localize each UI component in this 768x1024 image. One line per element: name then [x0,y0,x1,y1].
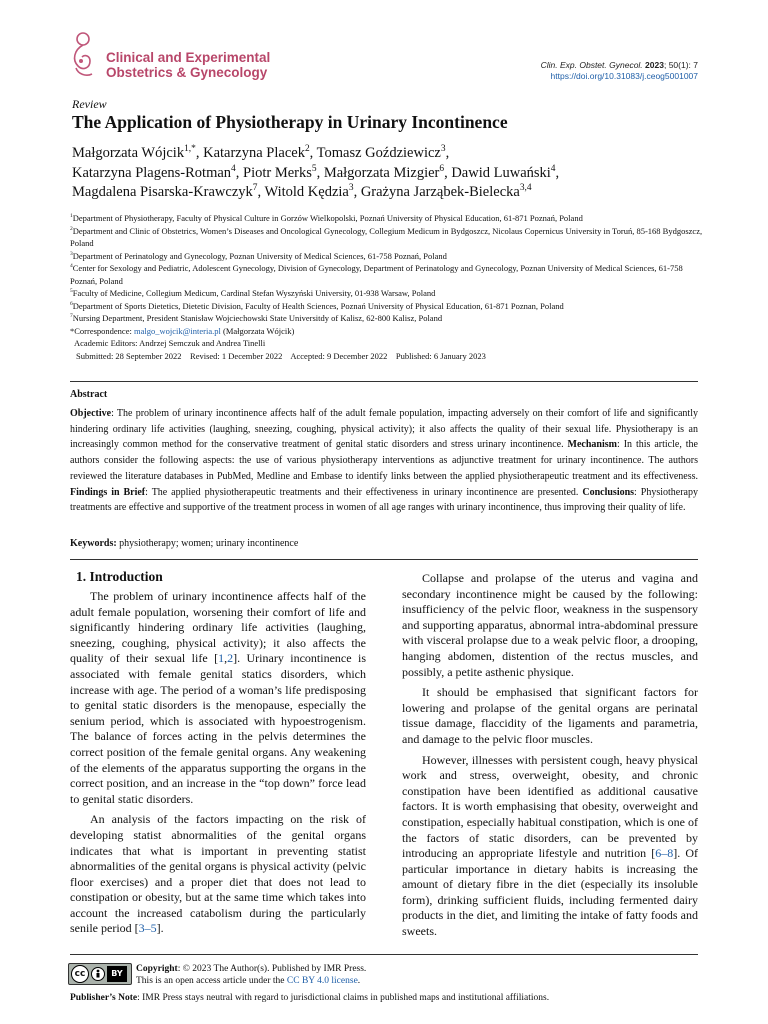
affiliation: $^6$Department of Sports Dietetics, Dietetic Division, Faculty of Health Sciences, Poznań University of Physical Education, 61-871 Poznan, Poland [70,300,564,311]
email-link[interactable]: malgo_wojcik@interia.pl [133,325,221,336]
cc-icon: cc [71,965,89,983]
citation-link[interactable]: 1 [218,651,225,666]
keywords: Keywords: physiotherapy; women; urinary incontinence [70,538,299,549]
abstract-heading: Abstract [70,389,108,400]
citation-link[interactable]: 6–8 [655,846,674,861]
author: Katarzyna Placek$^2$ [203,144,310,161]
author: Katarzyna Plagens-Rotman$^4$ [72,163,236,181]
author: Magdalena Pisarska-Krawczyk$^7$ [72,183,258,200]
article-type: Review [72,97,107,111]
left-column [70,589,366,937]
divider [70,954,698,955]
paragraph: Collapse and prolapse of the uterus and vagina and secondary incontinence might be caused by the following: insufficiency of the pelvic floor, weakness in the suspensory and supporting apparatus, abnormal intra-abdominal pressure with visceral prolapse due to a weak pelvic floor, a drooping, hanging abdomen, distention of the rectus muscles, and possibly, a petite asthenic physique. [402,571,698,679]
person-icon [91,967,107,981]
paragraph: It should be emphasised that significant factors for lowering and prolapse of the genital organs are perinatal tissue damage, flaccidity of the ligaments and parametria, and damage to the pelvic floor muscles. [402,685,698,746]
right-column [402,571,698,940]
by-label: BY [107,966,127,982]
paragraph: However, illnesses with persistent cough, heavy physical work and stress, overweight, obesity, and chronic constipation have been identified as additional causative factors. It is worth emphasising that obesity, overweight and constipation, especially habitual constipation, which is one of the factors of static disorders, can be prevented by introducing an appropriate lifestyle and nutrition [6–8]. Of particular importance in dietary habits is increasing the amount of dietary fibre in the diet (especially its insoluble form), drinking sufficient fluids, including fermented dairy products in the diet, and limiting the intake of fatty foods and sweets. [402,752,698,939]
correspondence: *Correspondence: malgo_wojcik@interia.pl (Małgorzata Wójcik) [70,325,295,336]
citation: Clin. Exp. Obstet. Gynecol. 2023; 50(1): 7 https://doi.org/10.31083/j.ceog5001007 [540,60,698,81]
journal-logo-icon [68,30,98,80]
journal-name: Clinical and Experimental Obstetrics & Gynecology [106,50,271,80]
affiliations [70,212,710,362]
author: Dawid Luwański$^4$ [451,163,556,181]
journal-logo [68,30,298,80]
citation-link[interactable]: 3–5 [138,921,157,936]
article-title: The Application of Physiotherapy in Urinary Incontinence [72,112,508,132]
affiliation: $^7$Nursing Department, President Stanisław Wojciechowski State Universitdy of Kalisz, 62-800 Kalisz, Poland [70,313,443,323]
paragraph: An analysis of the factors impacting on the risk of developing statist abnormalities of the genital organs indicates that what is important in preventing statist abnormalities of the genital organs is physical activity (pelvic floor exercises) and a proper diet that does not lead to constipation or obesity, but at the same time which takes into account the increased catabolism during the particularly senile period [3–5]. [70,812,366,936]
affiliation: $^5$Faculty of Medicine, Collegium Medicum, Cardinal Stefan Wyszyński University, 01-938 Warsaw, Poland [70,288,436,298]
paragraph: The problem of urinary incontinence affects half of the adult female population, worsening their comfort of life and significantly hindering ordinary life activities (laughing, sneezing, coughing, physical activity); it also affects the quality of their sexual life [1,2]. Urinary incontinence is associated with female genital statics disorders, which increase with age. The period of a woman’s life predisposing to genital static disorders is the menopause, especially the senium period, which is associated with hypoestrogenism. The balance of forces acting in the pelvis determines the correct position of the female genital organs. Any weakening of the elements of the apparatus supporting the organs in the correct position, and an increase in the “top down” force lead to genital static disorders. [70,589,366,806]
author: Witold Kędzia$^3$ [264,183,354,200]
author: Małgorzata Wójcik$^{1,*}$ [72,144,196,161]
license-link[interactable]: CC BY 4.0 license [286,976,358,986]
dates: Submitted: 28 September 2022 Revised: 1 December 2022 Accepted: 9 December 2022 Published: 6 January 2023 [76,350,486,361]
copyright: Copyright: © 2023 The Author(s). Published by IMR Press. This is an open access article under the CC BY 4.0 license. [136,964,367,986]
author: Tomasz Goździewicz$^3$ [316,144,446,161]
author-list: Małgorzata Wójcik$^{1,*}$, Katarzyna Placek$^2$, Tomasz Goździewicz$^3$, Katarzyna Plagens-Rotman$^4$, Piotr Merks$^5$, Małgorzata Mizgier$^6$, Dawid Luwański$^4$, Magdalena Pisarska-Krawczyk$^7$, Witold Kędzia$^3$, Grażyna Jarząbek-Bielecka$^{3,4}$ [72,144,560,200]
academic-editors: Academic Editors: Andrzej Semczuk and Andrea Tinelli [74,338,266,348]
section-heading: 1. Introduction [76,569,163,584]
abstract-body: Objective: The problem of urinary incontinence affects half of the adult female population, impacting adversely on their comfort of life and significantly hindering ordinary life activities (laughing, sneezing, coughing, physical activity); it also affects the quality of their sexual life. Physiotherapy is an increasingly common method for the conservative treatment of genital static disorders and stress urinary incontinence. Mechanism: In this article, the authors consider the following aspects: the use of various physiotherapy interventions as adjunctive treatment for urinary incontinence. The authors reviewed the literature databases in PubMed, Medline and Embase to identify links between the applied physiotherapeutic treatment and its effectiveness. Findings in Brief: The applied physiotherapeutic treatments and their effectiveness in urinary incontinence are presented. Conclusions: Physiotherapy treatments are effective and supportive of the treatment process in women of all age ranges with urinary incontinence, thus improving their quality of life. [70,408,698,514]
author: Małgorzata Mizgier$^6$ [323,163,445,181]
doi-link[interactable]: https://doi.org/10.31083/j.ceog5001007 [550,71,698,81]
author: Grażyna Jarząbek-Bielecka$^{3,4}$ [360,183,532,200]
author: Piotr Merks$^5$ [243,163,317,181]
affiliation: $^4$Center for Sexology and Pediatric, Adolescent Gynecology, Division of Gynecology, Department of Perinatology and Gynecology, Poznan University of Medical Sciences, 61-758 Poznań, Poland [70,263,683,286]
divider [70,559,698,560]
affiliation: $^2$Department and Clinic of Obstetrics, Women’s Diseases and Oncological Gynecology, Collegium Medicum in Bydgoszcz, Nicolaus Copernicus University in Toruń, 85-168 Bydgoszcz, Poland [70,225,703,248]
cc-by-badge[interactable] [68,963,132,985]
divider [70,381,698,382]
citation-link[interactable]: 2 [227,651,234,666]
affiliation: $^1$Department of Physiotherapy, Faculty of Physical Culture in Gorzów Wielkopolski, Poznań University of Physical Education, 61-871 Poznań, Poland [70,213,583,223]
publisher-note: Publisher’s Note: IMR Press stays neutral with regard to jurisdictional claims in published maps and institutional affiliations. [70,993,550,1003]
affiliation: $^3$Department of Perinatology and Gynecology, Poznan University of Medical Sciences, 61-758 Poznań, Poland [70,250,447,261]
